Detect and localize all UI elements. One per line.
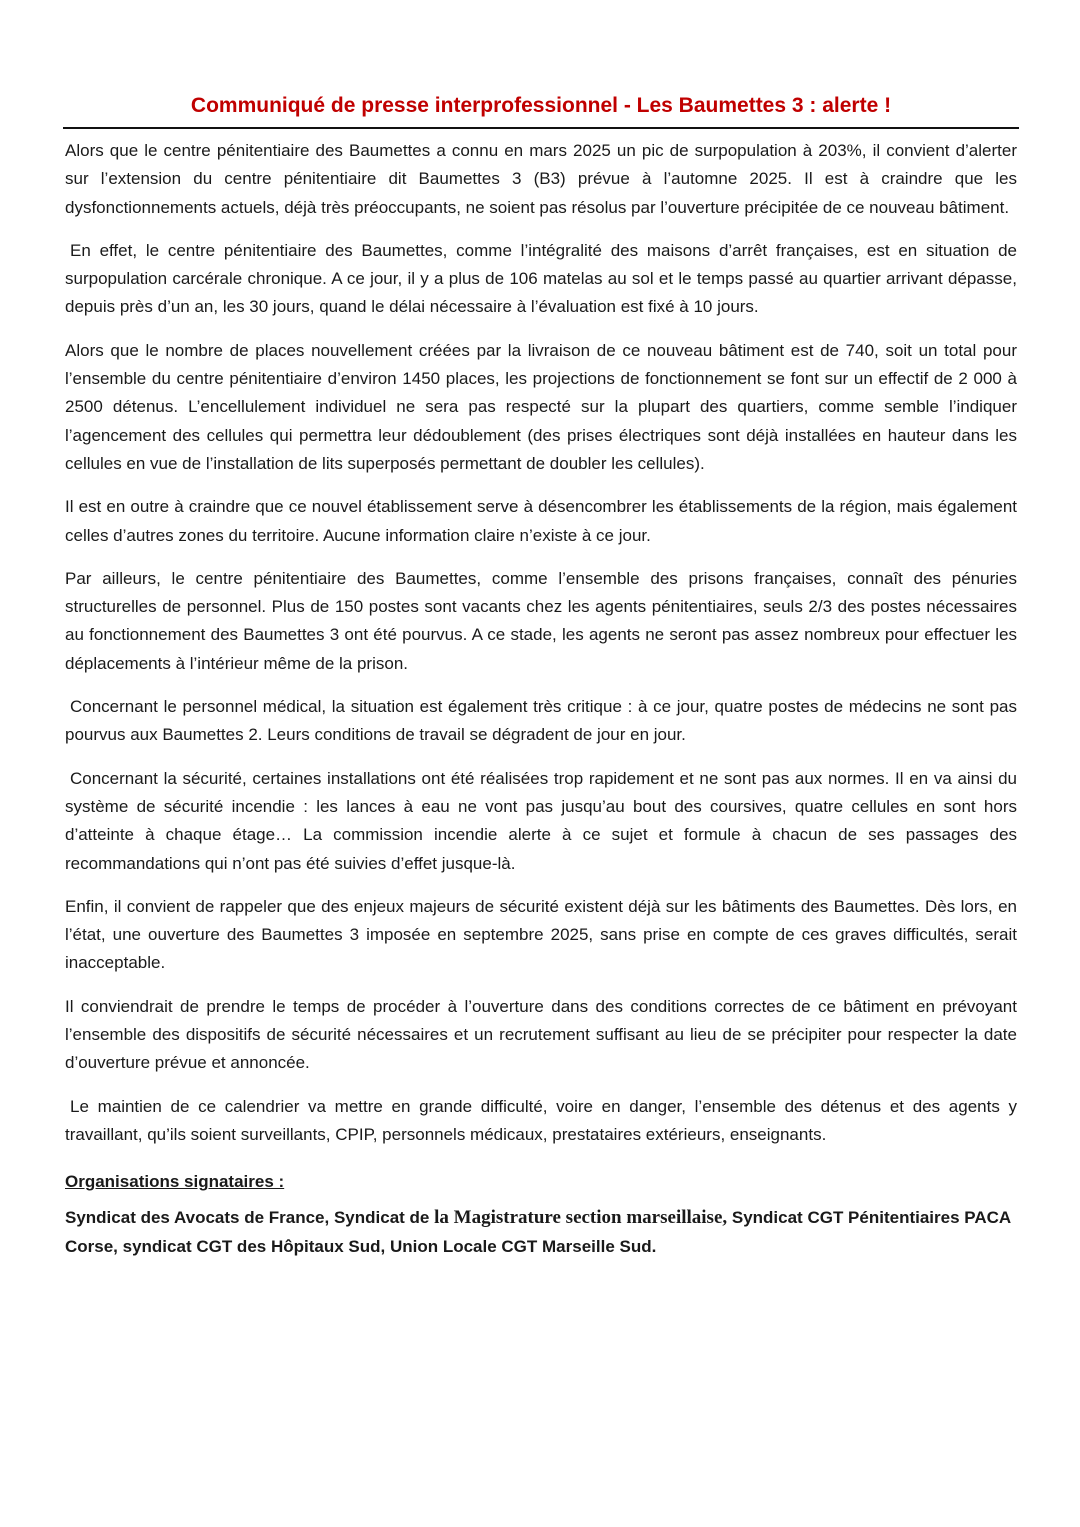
signatories-part-2: la Magistrature section marseillaise, <box>434 1207 728 1229</box>
press-release-page <box>65 92 1017 1261</box>
paragraph-7: Concernant la sécurité, certaines installations ont été réalisées trop rapidement et ne sont pas aux normes. Il en va ainsi du système de sécurité incendie : les lances à eau ne vont pas jusqu’au bout des coursives, quatre cellules en sont hors d’atteinte à chaque étage… La commission incendie alerte à ce sujet et formule à chacun de ses passages des recommandations qui n’ont pas été suivies d’effet jusque-là. <box>65 768 1017 873</box>
paragraph-2: En effet, le centre pénitentiaire des Baumettes, comme l’intégralité des maisons d’arrêt françaises, est en situation de surpopulation carcérale chronique. A ce jour, il y a plus de 106 matelas au sol et le temps passé au quartier arrivant dépasse, depuis près d’un an, les 30 jours, quand le délai nécessaire à l’évaluation est fixé à 10 jours. <box>65 240 1017 317</box>
signatories-part-1: Syndicat des Avocats de France, Syndicat de <box>65 1208 435 1228</box>
paragraph-5: Par ailleurs, le centre pénitentiaire des Baumettes, comme l’ensemble des prisons françaises, connaît des pénuries structurelles de personnel. Plus de 150 postes sont vacants chez les agents pénitentiaires, seuls 2/3 des postes nécessaires au fonctionnement des Baumettes 3 ont été pourvus. A ce stade, les agents ne seront pas assez nombreux pour effectuer les déplacements à l’intérieur même de la prison. <box>65 568 1017 673</box>
paragraph-8: Enfin, il convient de rappeler que des enjeux majeurs de sécurité existent déjà sur les bâtiments des Baumettes. Dès lors, en l’état, une ouverture des Baumettes 3 imposée en septembre 2025, sans prise en compte de ces graves difficultés, serait inacceptable. <box>65 896 1017 973</box>
paragraph-1: Alors que le centre pénitentiaire des Baumettes a connu en mars 2025 un pic de surpopulation à 203%, il convient d’alerter sur l’extension du centre pénitentiaire dit Baumettes 3 (B3) prévue à l’automne 2025. Il est à craindre que les dysfonctionnements actuels, déjà très préoccupants, ne soient pas résolus par l’ouverture précipitée de ce nouveau bâtiment. <box>65 141 1017 217</box>
paragraph-3: Alors que le nombre de places nouvellement créées par la livraison de ce nouveau bâtiment est de 740, soit un total pour l’ensemble du centre pénitentiaire d’environ 1450 places, les projections de fonctionnement se font sur un effectif de 2 000 à 2500 détenus. L’encellulement individuel ne sera pas respecté sur la plupart des quartiers, comme semble l’indiquer l’agencement des cellules qui permettra leur dédoublement (des prises électriques sont déjà installées en hauteur dans les cellules en vue de l’installation de lits superposés permettant de doubler les cellules). <box>65 340 1017 473</box>
signatories-part-3: Syndicat CGT Pénitentiaires PACA Corse, syndicat CGT des Hôpitaux Sud, Union Locale CGT Marseille Sud. <box>65 1208 1011 1257</box>
document-body <box>65 137 1017 1149</box>
document-title: Communiqué de presse interprofessionnel - Les Baumettes 3 : alerte ! <box>63 92 1019 129</box>
paragraph-6: Concernant le personnel médical, la situation est également très critique : à ce jour, quatre postes de médecins ne sont pas pourvus aux Baumettes 2. Leurs conditions de travail se dégradent de jour en jour. <box>65 697 1017 745</box>
paragraph-4: Il est en outre à craindre que ce nouvel établissement serve à désencombrer les établissements de la région, mais également celles d’autres zones du territoire. Aucune information claire n’existe à ce jour. <box>65 497 1017 545</box>
signatories-heading: Organisations signataires : <box>65 1172 285 1192</box>
signatories-list <box>65 1203 1017 1261</box>
paragraph-9: Il conviendrait de prendre le temps de procéder à l’ouverture dans des conditions correctes de ce bâtiment en prévoyant l’ensemble des dispositifs de sécurité nécessaires et un recrutement suffisant au lieu de se précipiter pour respecter la date d’ouverture prévue et annoncée. <box>65 996 1017 1073</box>
paragraph-10: Le maintien de ce calendrier va mettre en grande difficulté, voire en danger, l’ensemble des détenus et des agents y travaillant, qu’ils soient surveillants, CPIP, personnels médicaux, prestataires extérieurs, enseignants. <box>65 1096 1017 1144</box>
